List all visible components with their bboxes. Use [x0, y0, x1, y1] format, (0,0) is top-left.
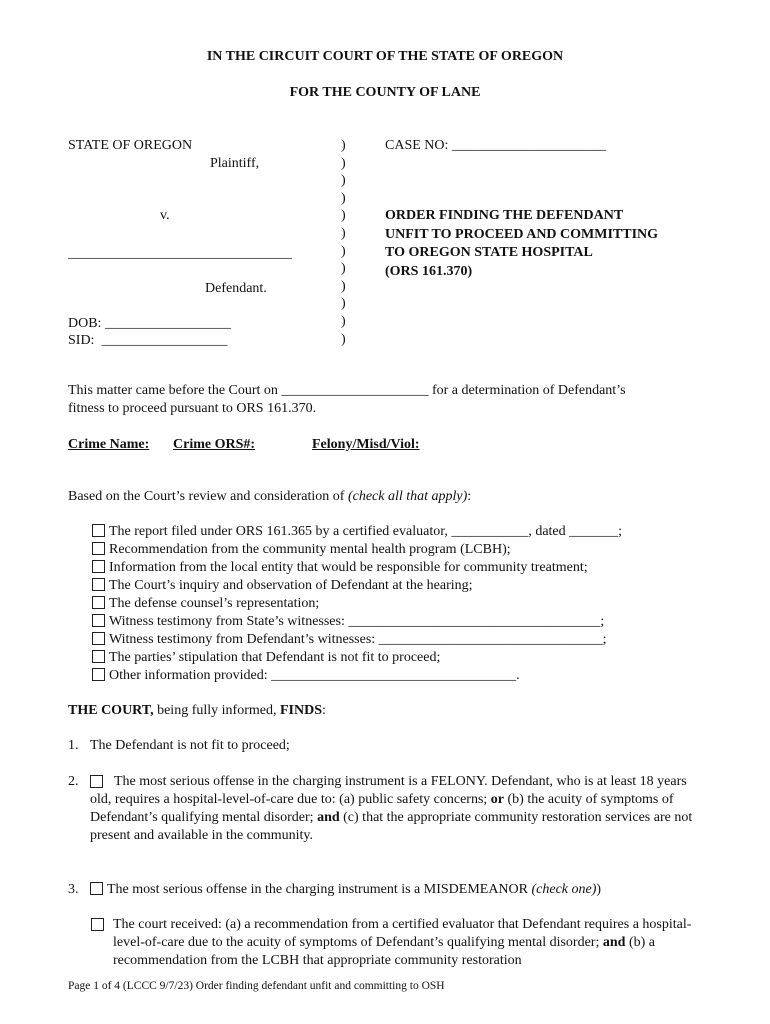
defendant-label: Defendant.: [205, 281, 267, 296]
finding-1-number: 1.: [68, 738, 79, 753]
case-no-row: [385, 137, 606, 154]
basis-item[interactable]: The defense counsel’s representation;: [92, 595, 622, 613]
classification-header: Felony/Misd/Viol:: [312, 437, 420, 452]
sid-blank[interactable]: __________________: [101, 333, 228, 348]
basis-checklist: [92, 523, 622, 685]
finding-2-number: 2.: [68, 774, 79, 789]
basis-item[interactable]: Witness testimony from Defendant’s witnesses: ________________________________;: [92, 631, 622, 649]
court-title: IN THE CIRCUIT COURT OF THE STATE OF OREGON: [206, 49, 564, 64]
checkbox[interactable]: [92, 578, 105, 591]
basis-item[interactable]: Witness testimony from State’s witnesses: ____________________________________;: [92, 613, 622, 631]
checkbox[interactable]: [92, 524, 105, 537]
basis-item[interactable]: Other information provided: ___________________________________.: [92, 667, 622, 685]
intro-line-2: fitness to proceed pursuant to ORS 161.370.: [68, 401, 317, 416]
order-title-line: TO OREGON STATE HOSPITAL: [385, 245, 593, 260]
page-footer: Page 1 of 4 (LCCC 9/7/23) Order finding defendant unfit and committing to OSH: [68, 980, 445, 992]
felony-checkbox[interactable]: [90, 775, 103, 788]
basis-item[interactable]: The parties’ stipulation that Defendant is not fit to proceed;: [92, 649, 622, 667]
case-no-label: CASE NO:: [385, 138, 449, 153]
crime-ors-header: Crime ORS#:: [173, 437, 256, 452]
intro-line-1: This matter came before the Court on _____________________ for a determination of Defendant’s: [68, 383, 626, 398]
plaintiff-label: Plaintiff,: [210, 156, 260, 171]
dob-row: [68, 315, 231, 332]
basis-intro: Based on the Court’s review and consideration of (check all that apply):: [68, 489, 472, 504]
plaintiff-name: STATE OF OREGON: [68, 138, 193, 153]
versus: v.: [160, 208, 170, 223]
order-title-line: UNFIT TO PROCEED AND COMMITTING: [385, 226, 659, 242]
order-title: [385, 207, 658, 281]
caption-parens: ) ) ) ) ) ) ) ) ) ) ) ): [341, 138, 346, 347]
dob-label: DOB:: [68, 316, 102, 331]
order-title-line: ORDER FINDING THE DEFENDANT: [385, 208, 624, 223]
checkbox[interactable]: [92, 614, 105, 627]
basis-item[interactable]: The Court’s inquiry and observation of Defendant at the hearing;: [92, 577, 622, 595]
finding-1-text: The Defendant is not fit to proceed;: [90, 738, 290, 753]
sid-label: SID:: [68, 333, 95, 348]
basis-item[interactable]: The report filed under ORS 161.365 by a certified evaluator, ___________, dated _______;: [92, 523, 622, 541]
court-finds-heading: THE COURT, being fully informed, FINDS:: [68, 703, 326, 718]
case-no-blank[interactable]: ______________________: [451, 138, 606, 153]
basis-item[interactable]: Information from the local entity that would be responsible for community treatment;: [92, 559, 622, 577]
finding-3-number: 3.: [68, 882, 79, 897]
order-title-line: (ORS 161.370): [385, 263, 473, 279]
misdemeanor-checkbox[interactable]: [90, 882, 103, 895]
dob-blank[interactable]: __________________: [104, 316, 231, 331]
evaluator-recommendation-checkbox[interactable]: [91, 918, 104, 931]
crime-name-header: Crime Name:: [68, 437, 150, 452]
checkbox[interactable]: [92, 560, 105, 573]
checkbox[interactable]: [92, 542, 105, 555]
finding-3-text: The most serious offense in the charging instrument is a MISDEMEANOR (check one)): [90, 881, 601, 898]
hearing-date-blank[interactable]: _____________________: [281, 383, 429, 398]
finding-2-text: The most serious offense in the charging instrument is a FELONY. Defendant, who is at least 18 years old, requires a hospital-level-of-care due to: (a) public safety concerns; or (b) the acuity of symptoms of Defendant’s qualifying mental disorder; and (c) that the appropriate community restoration services are not present and available in the community.: [90, 774, 693, 843]
defendant-name-blank[interactable]: ________________________________: [68, 246, 292, 261]
sid-row: [68, 332, 227, 349]
checkbox[interactable]: [92, 650, 105, 663]
county-title: FOR THE COUNTY OF LANE: [289, 85, 481, 100]
checkbox[interactable]: [92, 632, 105, 645]
checkbox[interactable]: [92, 668, 105, 681]
basis-item[interactable]: Recommendation from the community mental health program (LCBH);: [92, 541, 622, 559]
finding-3a-text: The court received: (a) a recommendation from a certified evaluator that Defendant requires a hospital-level-of-care due to the acuity of symptoms of Defendant’s qualifying mental disorder; and (b) a recommendation from the LCBH that appropriate community restoration: [113, 916, 703, 970]
checkbox[interactable]: [92, 596, 105, 609]
